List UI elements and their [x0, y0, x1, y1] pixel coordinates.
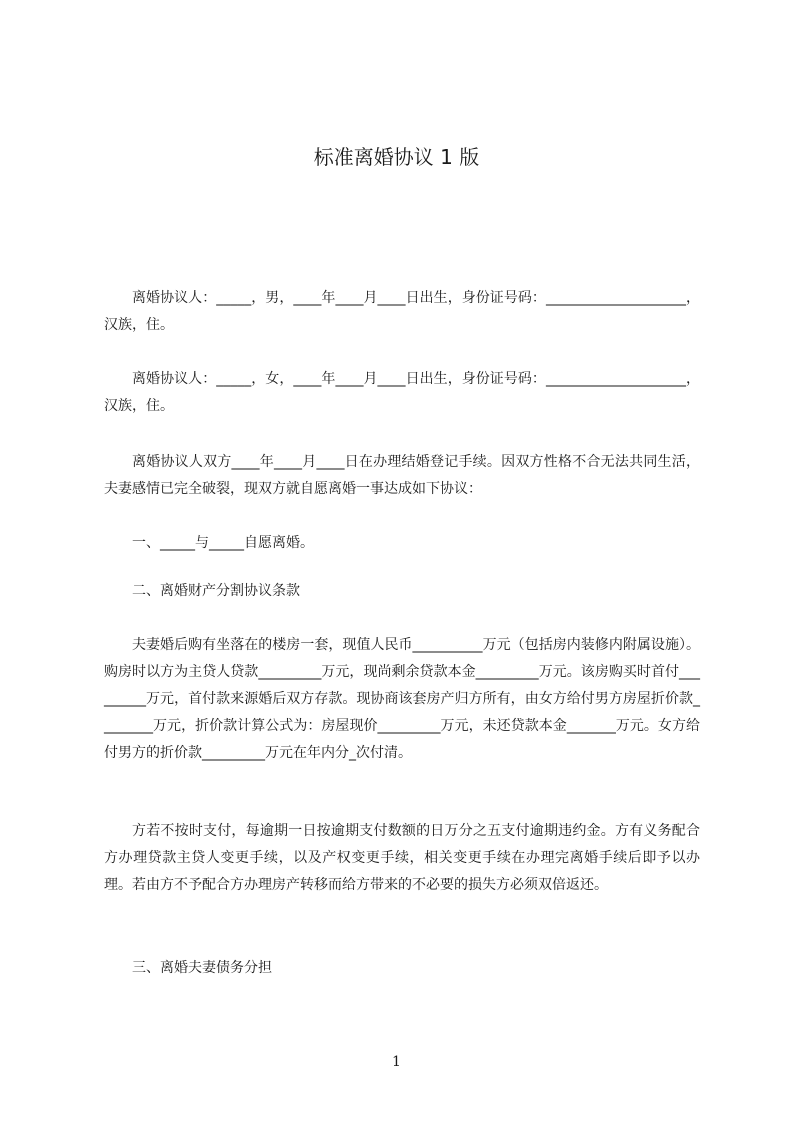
clause-one: 一、_____与_____自愿离婚。 [132, 535, 314, 551]
clause-two-heading: 二、离婚财产分割协议条款 [132, 583, 300, 599]
page-number: 1 [392, 1054, 401, 1070]
party-female-paragraph: 离婚协议人：_____，女，____年____月____日出生，身份证号码：____________________，汉族，住。 [104, 371, 700, 414]
penalty-paragraph: 方若不按时支付，每逾期一日按逾期支付数额的日万分之五支付逾期违约金。方有义务配合方办理贷款主贷人变更手续，以及产权变更手续，相关变更手续在办理完离婚手续后即予以办理。若由方不予配合方办理房产转移而给方带来的不必要的损失方必须双倍返还。 [104, 823, 700, 893]
party-male-paragraph: 离婚协议人：_____，男，____年____月____日出生，身份证号码：____________________，汉族，住。 [104, 290, 700, 333]
page-title: 标准离婚协议 1 版 [313, 145, 480, 169]
clause-three-heading: 三、离婚夫妻债务分担 [132, 960, 272, 976]
property-detail-paragraph: 夫妻婚后购有坐落在的楼房一套，现值人民币__________万元（包括房内装修内附属设施）。购房时以方为主贷人贷款_________万元，现尚剩余贷款本金_________万元。该房购买时首付_________万元，首付款来源婚后双方存款。现协商该套房产归方所有，由女方给付男方房屋折价款________万元，折价款计算公式为：房屋现价_________万元，未还贷款本金_______万元。女方给付男方的折价款_________万元在年内分_次付清。 [104, 637, 700, 761]
intro-paragraph: 离婚协议人双方____年____月____日在办理结婚登记手续。因双方性格不合无法共同生活，夫妻感情已完全破裂，现双方就自愿离婚一事达成如下协议： [104, 454, 700, 497]
